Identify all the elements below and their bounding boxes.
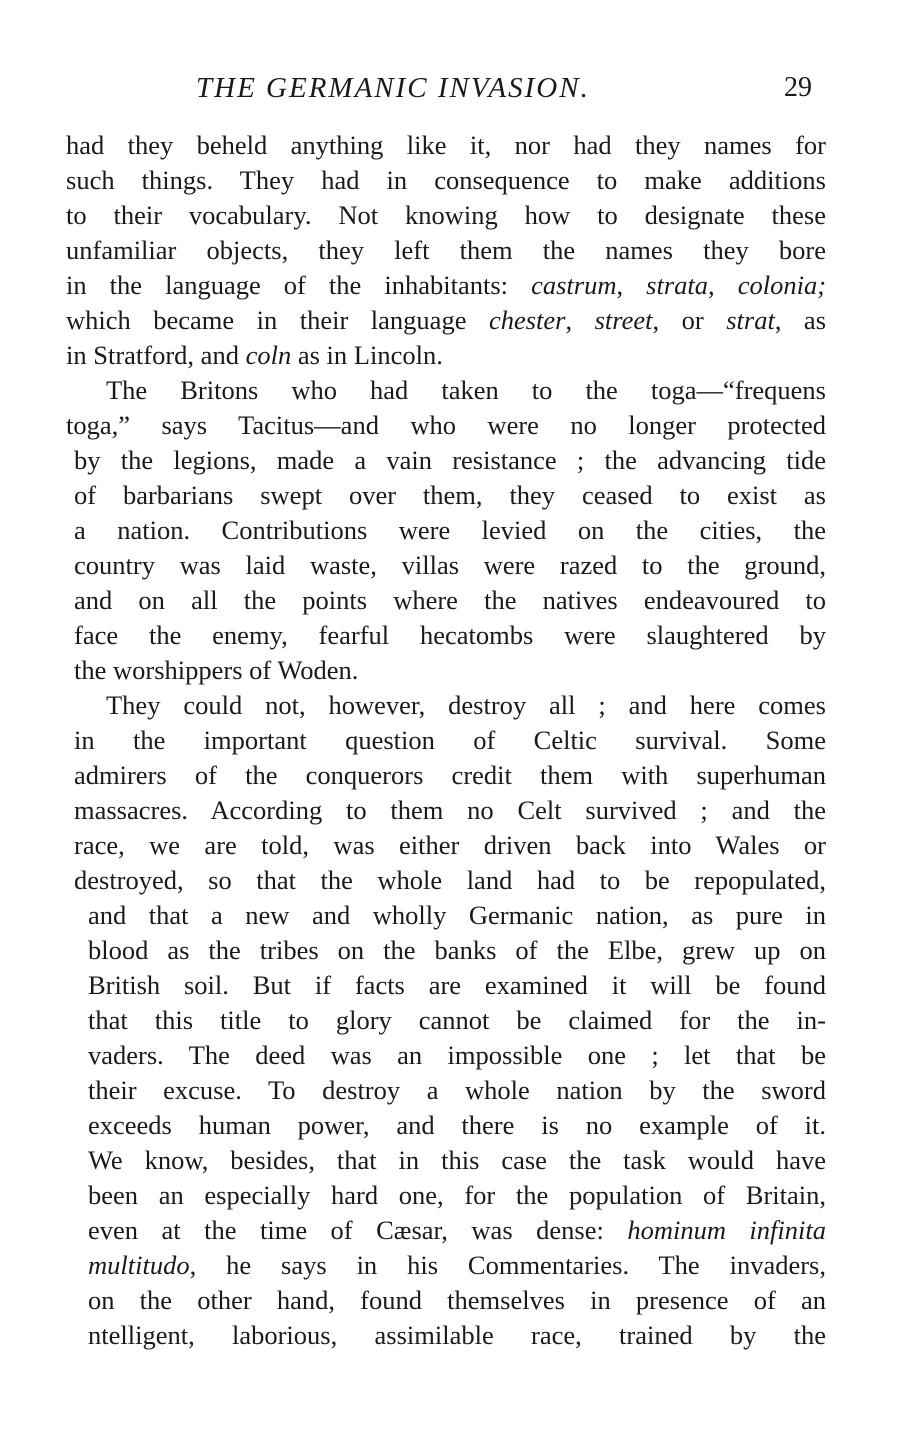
text-line — [66, 443, 826, 478]
text-line — [66, 478, 826, 513]
text-segment: , or — [652, 305, 727, 335]
text-segment: the worshippers of Woden. — [74, 655, 359, 685]
text-line — [66, 373, 826, 408]
text-line — [66, 1318, 826, 1353]
italic-term: colonia; — [737, 270, 827, 300]
text-line — [66, 1003, 826, 1038]
italic-term: castrum — [531, 270, 617, 300]
text-segment: which became in their language — [66, 305, 489, 335]
text-segment: blood as the tribes on the banks of the Elbe, grew up on — [88, 935, 826, 965]
page-number: 29 — [784, 72, 812, 103]
text-line — [66, 968, 826, 1003]
text-segment: , — [616, 270, 647, 300]
paragraph — [66, 688, 826, 1353]
text-segment: country was laid waste, villas were razed to the ground, — [74, 550, 826, 580]
text-segment: British soil. But if facts are examined it will be found — [88, 970, 826, 1000]
text-segment: , — [565, 305, 595, 335]
text-segment: even at the time of Cæsar, was dense: — [88, 1215, 628, 1245]
text-line — [66, 618, 826, 653]
text-line — [66, 1248, 826, 1283]
text-segment: of barbarians swept over them, they ceased to exist as — [74, 480, 826, 510]
text-segment: , — [708, 270, 738, 300]
text-segment: in Stratford, and — [66, 340, 246, 370]
text-line — [66, 163, 826, 198]
text-segment: race, we are told, was either driven back into Wales or — [74, 830, 826, 860]
text-line — [66, 303, 826, 338]
running-head — [66, 66, 818, 110]
text-segment: massacres. According to them no Celt survived ; and the — [74, 795, 826, 825]
text-segment: a nation. Contributions were levied on the cities, the — [74, 515, 826, 545]
text-segment: that this title to glory cannot be claimed for the in- — [88, 1005, 826, 1035]
text-segment: ntelligent, laborious, assimilable race, trained by the — [88, 1320, 826, 1350]
text-segment: in the language of the inhabitants: — [66, 270, 532, 300]
text-line — [66, 233, 826, 268]
text-segment: exceeds human power, and there is no example of it. — [88, 1110, 826, 1140]
text-line — [66, 338, 826, 373]
text-segment: , as — [774, 305, 827, 335]
running-title: THE GERMANIC INVASION. — [196, 72, 590, 104]
body-text — [66, 128, 826, 1353]
paragraph — [66, 373, 826, 688]
text-line — [66, 1178, 826, 1213]
text-segment: They could not, however, destroy all ; and here comes — [106, 690, 826, 720]
text-segment: toga,” says Tacitus—and who were no longer protected — [66, 410, 826, 440]
italic-term: coln — [245, 340, 292, 370]
text-line — [66, 933, 826, 968]
text-line — [66, 513, 826, 548]
text-line — [66, 688, 826, 723]
text-line — [66, 1283, 826, 1318]
text-segment: We know, besides, that in this case the task would have — [88, 1145, 826, 1175]
text-segment: their excuse. To destroy a whole nation by the sword — [88, 1075, 826, 1105]
text-segment: The Britons who had taken to the toga—“frequens — [106, 375, 826, 405]
text-segment: admirers of the conquerors credit them with superhuman — [74, 760, 826, 790]
italic-term: strat — [726, 305, 775, 335]
text-line — [66, 1143, 826, 1178]
text-line — [66, 1108, 826, 1143]
text-line — [66, 583, 826, 618]
text-line — [66, 268, 826, 303]
text-line — [66, 1073, 826, 1108]
text-line — [66, 758, 826, 793]
text-line — [66, 548, 826, 583]
text-line — [66, 863, 826, 898]
text-segment: such things. They had in consequence to make additions — [66, 165, 826, 195]
text-segment: to their vocabulary. Not knowing how to designate these — [66, 200, 826, 230]
text-line — [66, 793, 826, 828]
text-segment: as in Lincoln. — [291, 340, 443, 370]
italic-term: hominum infinita — [627, 1215, 826, 1245]
text-line — [66, 723, 826, 758]
text-line — [66, 898, 826, 933]
text-segment: by the legions, made a vain resistance ; the advancing tide — [74, 445, 826, 475]
text-segment: vaders. The deed was an impossible one ; let that be — [88, 1040, 826, 1070]
italic-term: chester — [488, 305, 566, 335]
text-line — [66, 408, 826, 443]
italic-term: multitudo — [88, 1250, 190, 1280]
text-segment: in the important question of Celtic survival. Some — [74, 725, 826, 755]
text-segment: unfamiliar objects, they left them the names they bore — [66, 235, 826, 265]
paragraph — [66, 128, 826, 373]
text-segment: , he says in his Commentaries. The invaders, — [189, 1250, 826, 1280]
text-line — [66, 828, 826, 863]
text-line — [66, 653, 826, 688]
italic-term: strata — [646, 270, 709, 300]
text-segment: and on all the points where the natives endeavoured to — [74, 585, 826, 615]
text-segment: and that a new and wholly Germanic nation, as pure in — [88, 900, 826, 930]
text-segment: face the enemy, fearful hecatombs were slaughtered by — [74, 620, 826, 650]
text-line — [66, 128, 826, 163]
text-segment: been an especially hard one, for the population of Britain, — [88, 1180, 826, 1210]
text-segment: had they beheld anything like it, nor had they names for — [66, 130, 826, 160]
text-segment: on the other hand, found themselves in presence of an — [88, 1285, 826, 1315]
italic-term: street — [594, 305, 653, 335]
text-segment: destroyed, so that the whole land had to be repopulated, — [74, 865, 826, 895]
text-line — [66, 1213, 826, 1248]
text-line — [66, 198, 826, 233]
text-line — [66, 1038, 826, 1073]
